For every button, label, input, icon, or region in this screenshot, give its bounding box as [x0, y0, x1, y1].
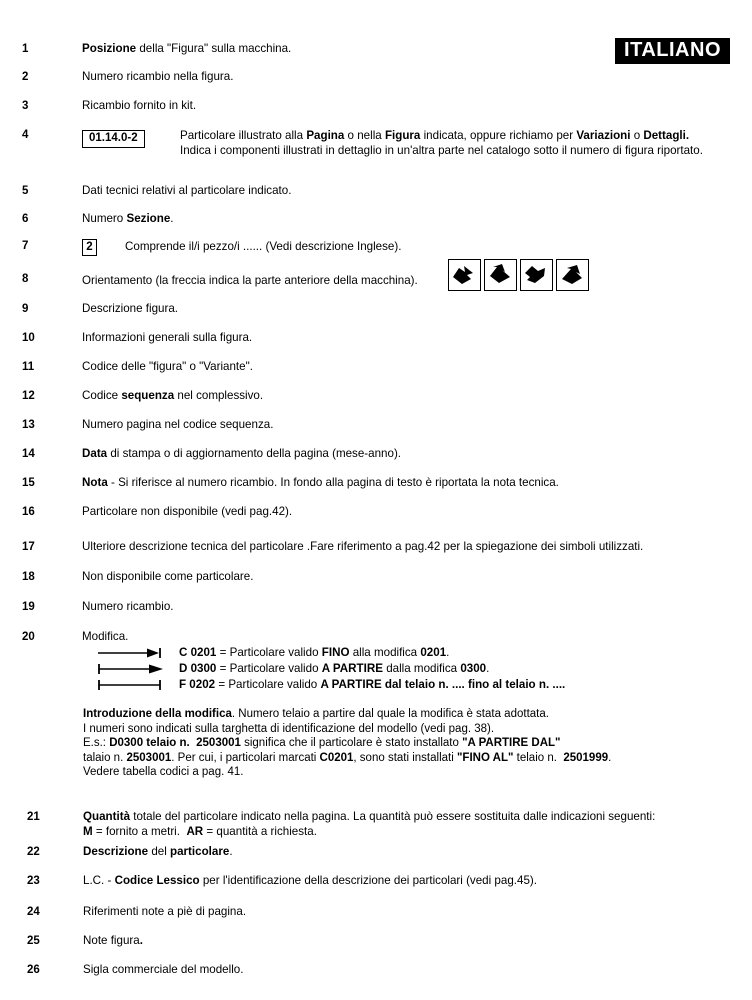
legend-number: 19	[22, 601, 35, 613]
paragraph-line: Introduzione della modifica. Numero telaio a partire dal quale la modifica è stata adottata.	[83, 708, 549, 720]
modification-line	[97, 645, 742, 661]
legend-text: Non disponibile come particolare.	[82, 570, 254, 583]
legend-number: 6	[22, 213, 29, 225]
legend-text-line-2: Indica i componenti illustrati in dettaglio in un'altra parte nel catalogo sotto il numero di figura riportato.	[180, 144, 703, 157]
legend-text: Note figura.	[83, 934, 143, 947]
page-reference-code-box: 01.14.0-2	[82, 130, 145, 148]
orientation-arrow-2-icon	[484, 259, 517, 291]
legend-text: Codice sequenza nel complessivo.	[82, 389, 264, 402]
orientation-icon-group	[448, 259, 589, 291]
legend-text: Descrizione figura.	[82, 302, 179, 315]
legend-text: Numero ricambio.	[82, 600, 174, 613]
legend-number: 22	[27, 846, 40, 858]
legend-text: Nota - Si riferisce al numero ricambio. In fondo alla pagina di testo è riportata la nota tecnica.	[82, 476, 559, 489]
legend-text: Sigla commerciale del modello.	[83, 963, 244, 976]
legend-text: L.C. - Codice Lessico per l'identificazione della descrizione dei particolari (vedi pag.45).	[83, 874, 537, 887]
language-badge: ITALIANO	[615, 38, 730, 64]
orientation-arrow-1-icon	[448, 259, 481, 291]
legend-number: 7	[22, 240, 29, 252]
legend-number: 17	[22, 541, 35, 553]
legend-number: 18	[22, 571, 35, 583]
modification-text: F 0202 = Particolare valido A PARTIRE dal telaio n. .... fino al telaio n. ....	[179, 678, 566, 691]
legend-number: 5	[22, 185, 29, 197]
legend-number: 10	[22, 332, 35, 344]
legend-number: 15	[22, 477, 35, 489]
legend-number: 14	[22, 448, 35, 460]
legend-text: Descrizione del particolare.	[83, 845, 233, 858]
legend-text: Posizione della "Figura" sulla macchina.	[82, 42, 292, 55]
paragraph-line: talaio n. 2503001. Per cui, i particolari marcati C0201, sono stati installati "FINO AL" telaio n. 2501999.	[83, 751, 612, 764]
legend-text: Modifica.	[82, 630, 129, 643]
arrow-line-right-barred-icon	[97, 647, 179, 659]
legend-text: Data di stampa o di aggiornamento della pagina (mese-anno).	[82, 447, 402, 460]
legend-number: 1	[22, 43, 29, 55]
modification-text: C 0201 = Particolare valido FINO alla modifica 0201.	[179, 646, 450, 659]
legend-text: Riferimenti note a piè di pagina.	[83, 905, 247, 918]
modification-text: D 0300 = Particolare valido A PARTIRE dalla modifica 0300.	[179, 662, 490, 675]
paragraph-line: E.s.: D0300 telaio n. 2503001 significa che il particolare è stato installato "A PARTIRE DAL"	[83, 737, 561, 750]
legend-number: 20	[22, 631, 35, 643]
legend-text: Numero ricambio nella figura.	[82, 70, 234, 83]
legend-text: Ricambio fornito in kit.	[82, 99, 197, 112]
quantity-code-box: 2	[82, 239, 97, 256]
arrow-line-bar-left-icon	[97, 663, 179, 675]
legend-number: 3	[22, 100, 29, 112]
line-bar-both-ends-icon	[97, 679, 179, 691]
legend-number: 11	[22, 361, 35, 373]
legend-text-line-1: Quantità totale del particolare indicato nella pagina. La quantità può essere sostituita dalle indicazioni seguenti:	[83, 810, 656, 823]
legend-text-line-1: Particolare illustrato alla Pagina o nella Figura indicata, oppure richiamo per Variazioni o Dettagli.	[180, 129, 690, 142]
legend-number: 24	[27, 906, 40, 918]
legend-number: 9	[22, 303, 29, 315]
legend-text-line-2: M = fornito a metri. AR = quantità a richiesta.	[83, 824, 317, 838]
legend-text: Informazioni generali sulla figura.	[82, 331, 253, 344]
paragraph-line: I numeri sono indicati sulla targhetta di identificazione del modello (vedi pag. 38).	[83, 722, 495, 735]
legend-number: 26	[27, 964, 40, 976]
modification-symbol-list	[97, 645, 742, 693]
legend-number: 2	[22, 71, 29, 83]
modification-line	[97, 677, 742, 693]
legend-number: 25	[27, 935, 40, 947]
legend-number: 21	[27, 811, 40, 823]
legend-text: Numero Sezione.	[82, 212, 174, 225]
legend-number: 13	[22, 419, 35, 431]
legend-text: Numero pagina nel codice sequenza.	[82, 418, 274, 431]
modification-line	[97, 661, 742, 677]
legend-number: 16	[22, 506, 35, 518]
legend-text: Codice delle "figura" o "Variante".	[82, 360, 253, 373]
legend-number: 23	[27, 875, 40, 887]
legend-text: Orientamento (la freccia indica la parte anteriore della macchina).	[82, 274, 418, 288]
legend-text: Dati tecnici relativi al particolare indicato.	[82, 184, 292, 197]
orientation-arrow-4-icon	[556, 259, 589, 291]
legend-number: 4	[22, 129, 29, 141]
legend-number: 8	[22, 273, 29, 285]
modification-paragraph	[83, 707, 742, 780]
legend-text: Comprende il/i pezzo/i ...... (Vedi descrizione Inglese).	[125, 240, 402, 254]
orientation-arrow-3-icon	[520, 259, 553, 291]
paragraph-line: Vedere tabella codici a pag. 41.	[83, 766, 244, 779]
legend-number: 12	[22, 390, 35, 402]
legend-text: Ulteriore descrizione tecnica del particolare .Fare riferimento a pag.42 per la spiegazione dei simboli utilizzati.	[82, 540, 644, 553]
legend-text: Particolare non disponibile (vedi pag.42).	[82, 505, 293, 518]
